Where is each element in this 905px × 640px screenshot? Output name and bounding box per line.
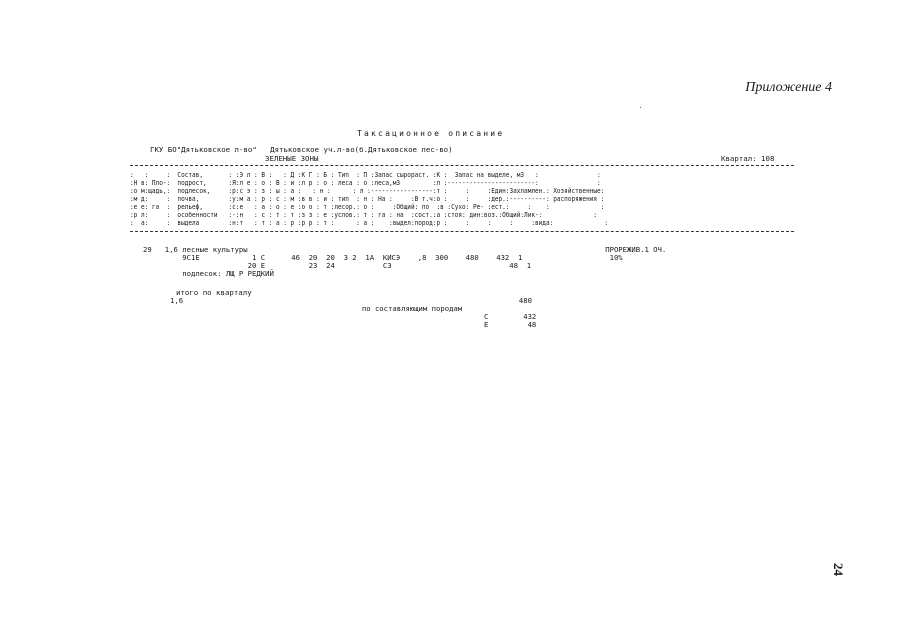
totals-line: С 432 bbox=[170, 312, 537, 321]
header-line: :е е: га : рельеф, :с:е : а : о : е :о о : т :лесор.: о : :Общий: по :в :Сухо: Ре- :ест.: : : : bbox=[130, 202, 605, 211]
zone-line: ЗЕЛЕНЫЕ ЗОНЫ bbox=[265, 154, 319, 163]
header-line: :Н в: Пло-: подрост, :Я:л е : о : В : и :л р : о : леса : о :леса,м3 :л :------------------------: : bbox=[130, 178, 601, 187]
totals-line: итого по кварталу bbox=[176, 288, 252, 297]
header-line: : а: : выдела :н:т : т : а : р :р р : т : : а : :выдел:пород:р : : : : :вида: : bbox=[130, 218, 608, 227]
totals-line: по составляющим породам bbox=[170, 304, 463, 313]
scan-dot bbox=[640, 107, 641, 108]
record-line: 29 1,6 лесные культуры ПРОРЕЖИВ.1 ОЧ. bbox=[143, 245, 667, 254]
totals-line: 1,6 480 bbox=[170, 296, 532, 305]
header-line: :о м:щадь,: подлесок, :р:с э : з : ы : а : : н : : л :-----------------:т : : :Един:Захламлен.: Хозяйственные: bbox=[130, 186, 605, 195]
record-line: подлесок: ЛЩ Р РЕДКИЙ bbox=[143, 269, 274, 278]
totals-line: Е 48 bbox=[170, 320, 537, 329]
header-rule-top bbox=[130, 165, 794, 166]
header-line: :р л: : особенности :-:н : с : т : т :з з : е :услов.: т : га : на :сост.:а :стоя: дин:воз.:Общий:Лик-: : bbox=[130, 210, 598, 219]
header-rule-bottom bbox=[130, 231, 794, 232]
record-line: 20 Е 23 24 С3 48 1 bbox=[143, 261, 532, 270]
record-line: 9С1Е 1 С 46 20 20 3 2 1А КИСЭ ,8 300 480 432 1 10% bbox=[143, 253, 623, 262]
appendix-label: Приложение 4 bbox=[745, 80, 832, 95]
header-line: :м д: : почва, :у:м а : р : с : м :в в : и : тип : н : На : :В т.ч:о : : :дер.:----------: распоряжения : bbox=[130, 194, 605, 203]
document-title: Таксационное описание bbox=[357, 129, 505, 138]
quarter-line: Квартал: 108 bbox=[721, 154, 775, 163]
header-line: : : : Состав, : :Э л : В : : Д :К Г : Б : Тип : П :Запас сырораст. :К : Запас на выделе, м3 : : bbox=[130, 170, 601, 179]
page-number: 24 bbox=[831, 563, 846, 576]
organization-line: ГКУ БО"Дятьковское л-во" Дятьковское уч.л-во(б.Дятьковское лес-во) bbox=[150, 145, 453, 154]
